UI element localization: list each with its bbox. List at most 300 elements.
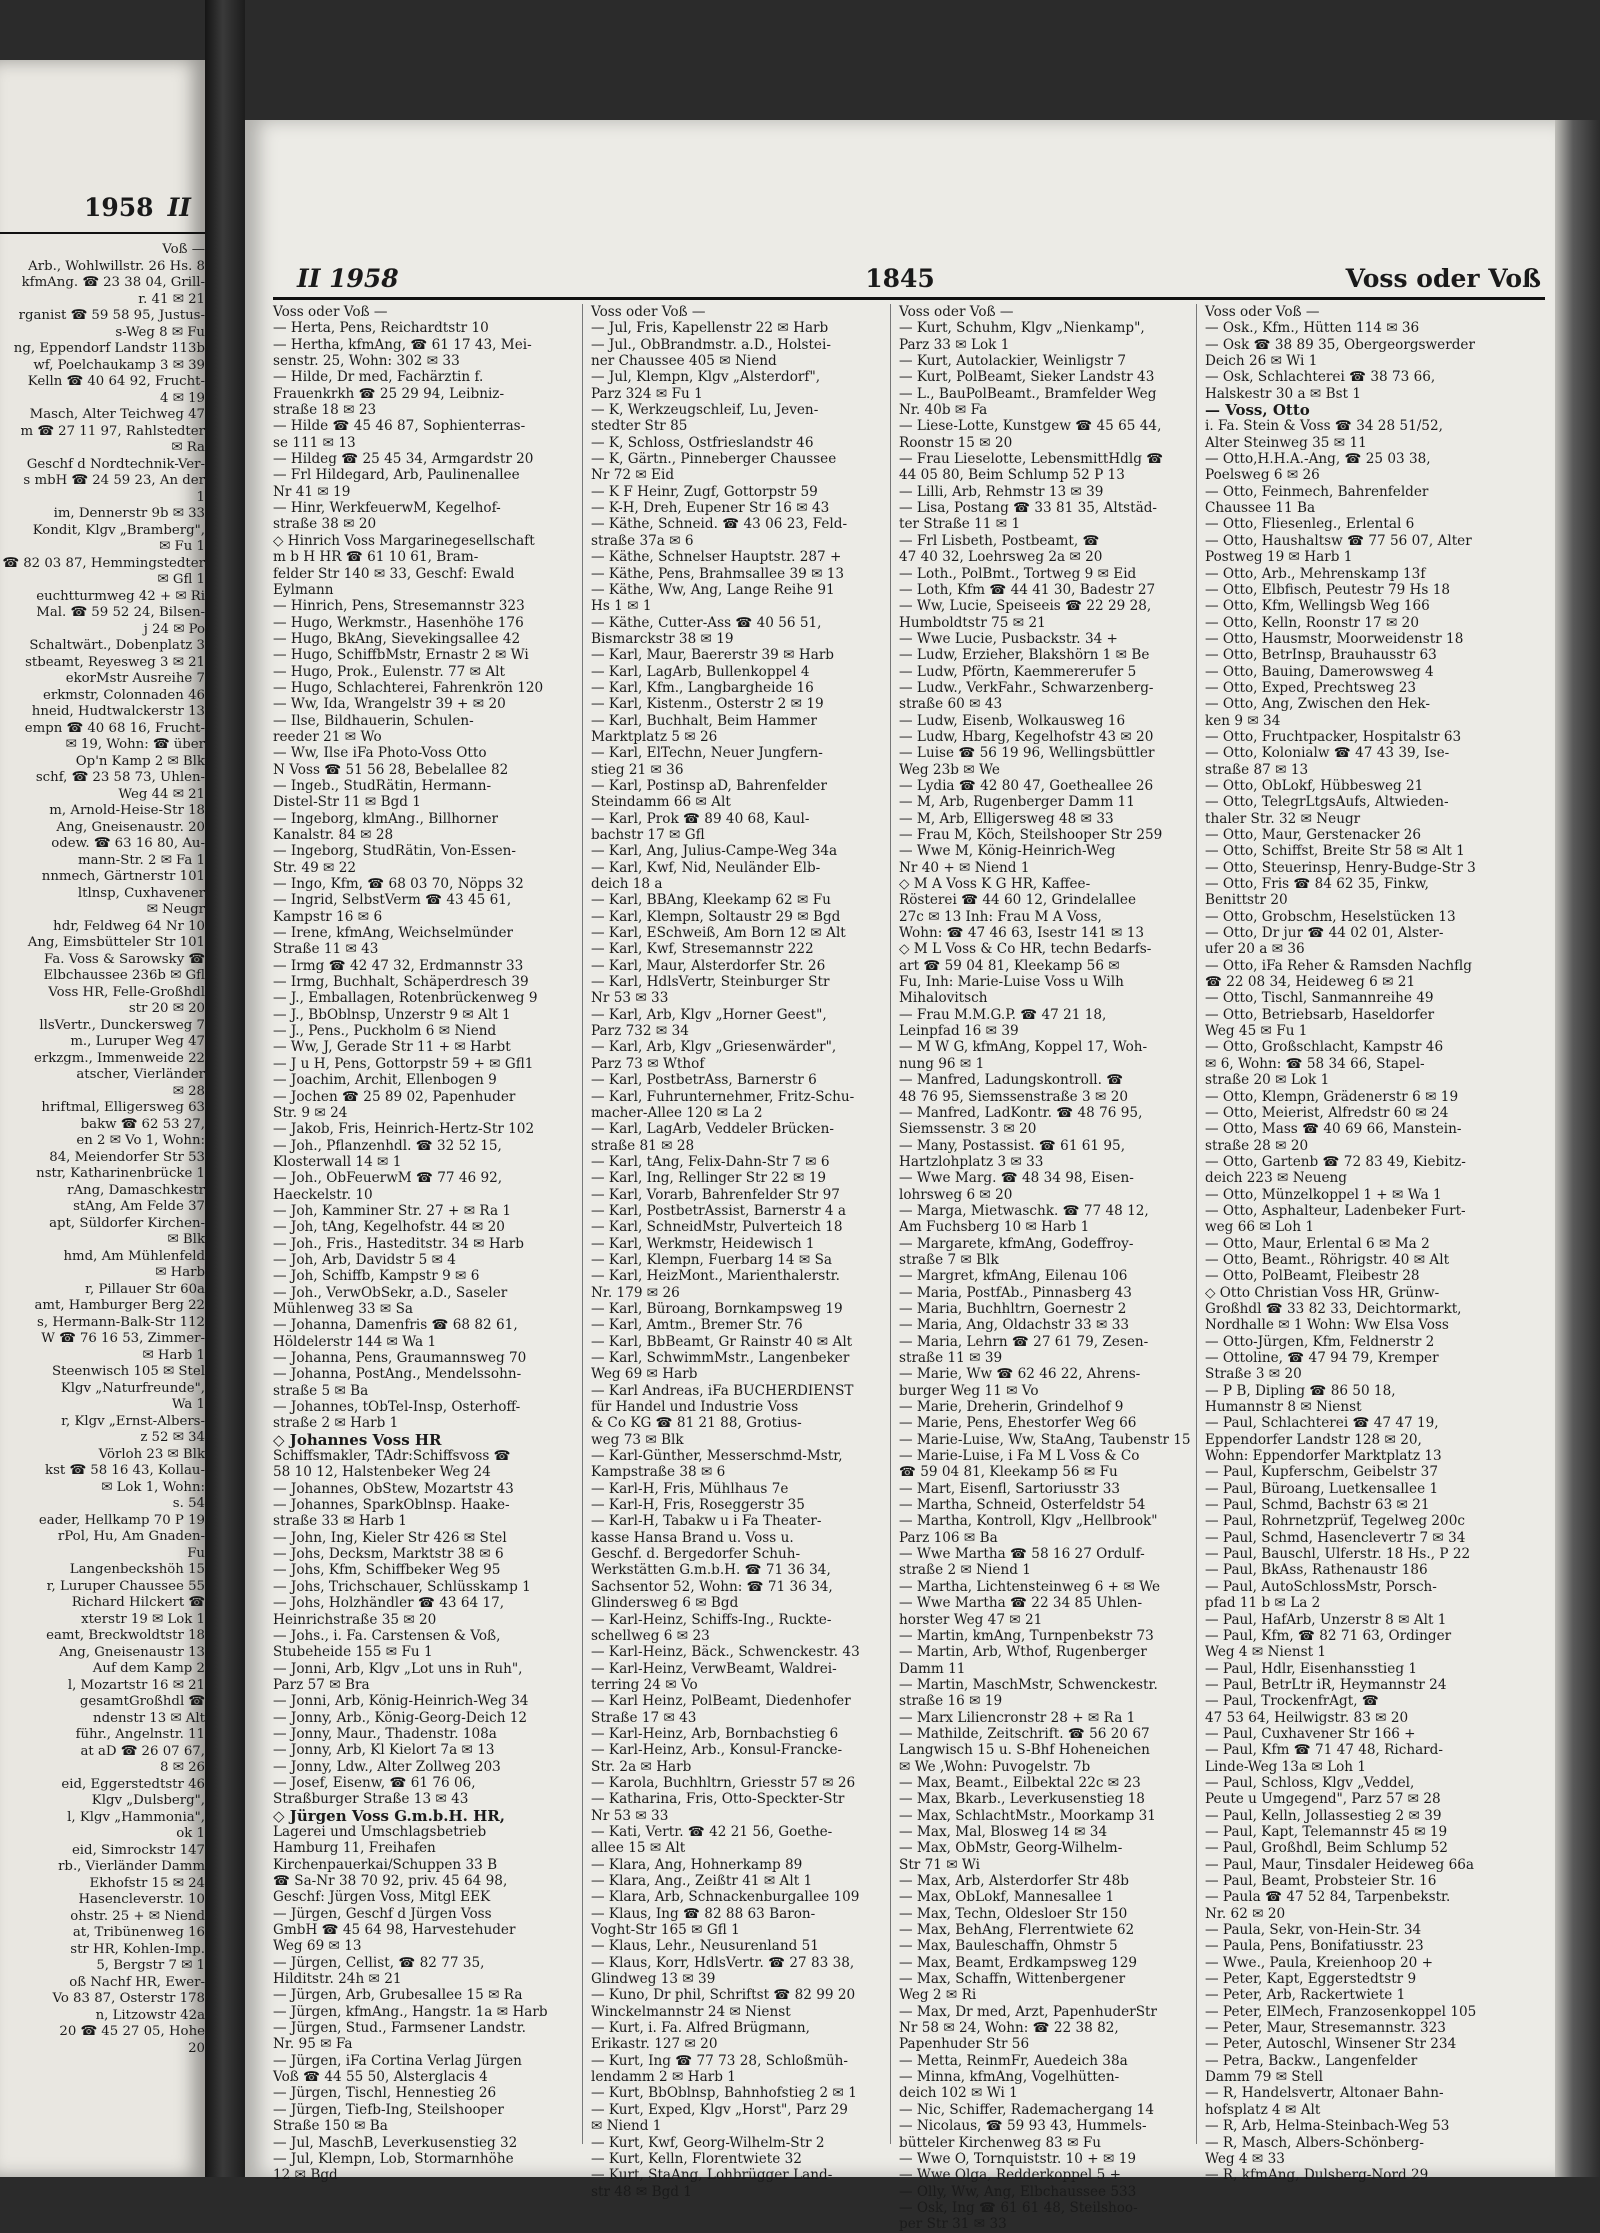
directory-entry-line: Parz 732 ✉ 34 bbox=[591, 1023, 689, 1040]
left-page-line: ✉ 28 bbox=[172, 1083, 205, 1099]
directory-entry-line: — Hildeg ☎ 25 45 34, Armgardstr 20 bbox=[273, 451, 534, 468]
directory-entry-line: — Ww, Lucie, Speiseeis ☎ 22 29 28, bbox=[899, 598, 1152, 615]
directory-entry-line: kasse Hansa Brand u. Voss u. bbox=[591, 1529, 794, 1546]
left-page-line: m ☎ 27 11 97, Rahlstedter bbox=[20, 423, 205, 439]
directory-entry-line: Kampstraße 38 ✉ 6 bbox=[591, 1464, 726, 1481]
left-page-line: 1 bbox=[196, 489, 205, 505]
left-page-line: Fa. Voss & Sarowsky ☎ bbox=[44, 951, 205, 967]
directory-entry-line: ◇ Johannes Voss HR bbox=[273, 1430, 442, 1449]
directory-entry-line: — Karl Andreas, iFa BUCHERDIENST bbox=[591, 1382, 854, 1399]
directory-entry-line: Hilditstr. 24h ✉ 21 bbox=[273, 1971, 402, 1988]
directory-entry-line: — Otto, Fris ☎ 84 62 35, Finkw, bbox=[1205, 876, 1429, 893]
directory-entry-line: — Lilli, Arb, Rehmstr 13 ✉ 39 bbox=[899, 483, 1104, 500]
page-edge-shadow bbox=[1555, 120, 1600, 2177]
directory-entry-line: — Karl, Kwf, Nid, Neuländer Elb- bbox=[591, 859, 821, 876]
directory-entry-line: straße 2 ✉ Harb 1 bbox=[273, 1415, 399, 1432]
left-page-line: nnmech, Gärtnerstr 101 bbox=[41, 869, 205, 884]
directory-entry-line: — Paula, Sekr, von-Hein-Str. 34 bbox=[1205, 1922, 1422, 1939]
directory-entry-line: straße 37a ✉ 6 bbox=[591, 532, 694, 549]
directory-entry-line: Str 71 ✉ Wi bbox=[899, 1856, 981, 1873]
directory-entry-line: — Karl-H, Fris, Mühlhaus 7e bbox=[591, 1480, 789, 1497]
directory-entry-line: — Many, Postassist. ☎ 61 61 95, bbox=[899, 1137, 1126, 1154]
directory-entry-line: Nordhalle ✉ 1 Wohn: Ww Elsa Voss bbox=[1205, 1317, 1449, 1334]
directory-entry-line: — Johs, Kfm, Schiffbeker Weg 95 bbox=[273, 1562, 501, 1579]
directory-entry-line: Straße 11 ✉ 43 bbox=[273, 941, 379, 958]
directory-entry-line: straße 11 ✉ 39 bbox=[899, 1350, 1003, 1366]
directory-entry-line: — Kurt, BbOblnsp, Bahnhofstieg 2 ✉ 1 bbox=[591, 2085, 857, 2102]
directory-entry-line: — Jürgen, Arb, Grubesallee 15 ✉ Ra bbox=[273, 1987, 523, 2004]
directory-entry-line: — Kurt, i. Fa. Alfred Brügmann, bbox=[591, 2020, 810, 2037]
directory-entry-line: Str. 9 ✉ 24 bbox=[273, 1104, 348, 1121]
directory-entry-line: — Karl, BbBeamt, Gr Rainstr 40 ✉ Alt bbox=[591, 1333, 853, 1350]
directory-entry-line: — Ingrid, SelbstVerm ☎ 43 45 61, bbox=[273, 892, 512, 909]
directory-entry-line: burger Weg 11 ✉ Vo bbox=[899, 1382, 1039, 1399]
directory-entry-line: — Hugo, SchiffbMstr, Ernastr 2 ✉ Wi bbox=[273, 647, 529, 664]
directory-entry-line: Kanalstr. 84 ✉ 28 bbox=[273, 827, 394, 843]
directory-entry-line: — Manfred, Ladungskontroll. ☎ bbox=[899, 1072, 1124, 1089]
directory-entry-line: Geschf. d. Bergedorfer Schuh- bbox=[591, 1546, 801, 1563]
left-page-line: eid, Eggerstedtstr 46 bbox=[61, 1776, 205, 1792]
directory-entry-line: Postweg 19 ✉ Harb 1 bbox=[1205, 549, 1353, 566]
directory-entry-line: — John, Ing, Kieler Str 426 ✉ Stel bbox=[273, 1529, 507, 1546]
directory-entry-line: — Otto, Fliesenleg., Erlental 6 bbox=[1205, 516, 1415, 533]
directory-entry-line: — Paul, Schmd, Hasenclevertr 7 ✉ 34 bbox=[1205, 1529, 1466, 1546]
directory-entry-line: m b H HR ☎ 61 10 61, Bram- bbox=[273, 549, 479, 566]
running-head: Voss oder Voß bbox=[1345, 264, 1541, 293]
directory-entry-line: — Marx Liliencronstr 28 + ✉ Ra 1 bbox=[899, 1709, 1136, 1726]
left-page-line: Ekhofstr 15 ✉ 24 bbox=[89, 1875, 205, 1891]
directory-entry-line: — J u H, Pens, Gottorpstr 59 + ✉ Gfl1 bbox=[273, 1055, 534, 1072]
left-page-line: ✉ Fu 1 bbox=[159, 539, 205, 554]
left-page-line: Richard Hilckert ☎ bbox=[71, 1595, 205, 1610]
directory-entry-line: — Otto, Meierist, Alfredstr 60 ✉ 24 bbox=[1205, 1104, 1449, 1121]
left-page-line: wf, Poelchaukamp 3 ✉ 39 bbox=[33, 357, 205, 373]
left-page-line: hriftmal, Elligersweg 63 bbox=[41, 1100, 205, 1115]
directory-entry-line: — Hinr, WerkfeuerwM, Kegelhof- bbox=[273, 500, 501, 517]
directory-entry-line: — Joh., Pflanzenhdl. ☎ 32 52 15, bbox=[273, 1137, 502, 1154]
left-page-line: 84, Meiendorfer Str 53 bbox=[49, 1149, 205, 1165]
directory-entry-line: — J., Emballagen, Rotenbrückenweg 9 bbox=[273, 990, 538, 1007]
directory-entry-line: Hs 1 ✉ 1 bbox=[591, 598, 652, 615]
directory-entry-line: — Klara, Arb, Schnackenburgallee 109 bbox=[591, 1889, 860, 1906]
directory-entry-line: bachstr 17 ✉ Gfl bbox=[591, 827, 705, 843]
directory-entry-line: Weg 69 ✉ 13 bbox=[273, 1938, 362, 1955]
directory-entry-line: Deich 26 ✉ Wi 1 bbox=[1205, 353, 1318, 370]
directory-entry-line: — Otto, Ang, Zwischen den Hek- bbox=[1205, 696, 1430, 713]
directory-entry-line: 47 40 32, Loehrsweg 2a ✉ 20 bbox=[899, 549, 1103, 566]
left-page-line: Langenbeckshöh 15 bbox=[69, 1562, 205, 1577]
directory-entry-line: — Hugo, Prok., Eulenstr. 77 ✉ Alt bbox=[273, 663, 505, 680]
directory-entry-line: — Max, Techn, Oldesloer Str 150 bbox=[899, 1905, 1128, 1922]
left-page-line: Elbchaussee 236b ✉ Gfl bbox=[43, 968, 205, 983]
directory-entry-line: — Karl, Ang, Julius-Campe-Weg 34a bbox=[591, 843, 838, 860]
directory-entry-line: — Peter, ElMech, Franzosenkoppel 105 bbox=[1205, 2003, 1477, 2020]
directory-entry-line: Siemssenstr. 3 ✉ 20 bbox=[899, 1121, 1037, 1138]
directory-entry-line: — Jul, Fris, Kapellenstr 22 ✉ Harb bbox=[591, 320, 829, 337]
directory-entry-line: — Johanna, Pens, Graumannsweg 70 bbox=[273, 1350, 527, 1366]
left-page-line: 20 bbox=[188, 2040, 205, 2056]
directory-entry-line: — Karl, ElTechn, Neuer Jungfern- bbox=[591, 745, 823, 762]
left-page-line: 5, Bergstr 7 ✉ 1 bbox=[96, 1958, 205, 1973]
directory-entry-line: — Karl, Kistenm., Osterstr 2 ✉ 19 bbox=[591, 696, 824, 713]
directory-entry-line: Distel-Str 11 ✉ Bgd 1 bbox=[273, 794, 421, 811]
column-heading: Voss oder Voß — bbox=[1205, 304, 1320, 320]
directory-entry-line: GmbH ☎ 45 64 98, Harvestehuder bbox=[273, 1922, 516, 1939]
directory-entry-line: ◇ Otto Christian Voss HR, Grünw- bbox=[1205, 1284, 1440, 1301]
directory-entry-line: lohrsweg 6 ✉ 20 bbox=[899, 1186, 1013, 1203]
directory-entry-line: Nr. 40b ✉ Fa bbox=[899, 402, 988, 419]
directory-entry-line: ken 9 ✉ 34 bbox=[1205, 712, 1281, 729]
left-page-line: eid, Simrockstr 147 bbox=[71, 1842, 205, 1858]
left-page-line: j 24 ✉ Po bbox=[143, 621, 205, 637]
directory-entry-line: — Paul, Schlachterei ☎ 47 47 19, bbox=[1205, 1415, 1439, 1432]
directory-entry-line: — Martin, kmAng, Turnpenbekstr 73 bbox=[899, 1627, 1154, 1644]
left-page-line: Mal. ☎ 59 52 24, Bilsen- bbox=[36, 605, 205, 620]
directory-entry-line: — Paul, Bauschl, Ulferstr. 18 Hs., P 22 bbox=[1205, 1546, 1471, 1563]
directory-entry-line: Papenhuder Str 56 bbox=[899, 2036, 1030, 2053]
directory-entry-line: Damm 11 bbox=[899, 1660, 966, 1677]
directory-entry-line: — Hilde ☎ 45 46 87, Sophienterras- bbox=[273, 418, 526, 435]
directory-entry-line: — Wwe., Paula, Kreienhoop 20 + bbox=[1205, 1954, 1434, 1971]
directory-entry-line: straße 5 ✉ Ba bbox=[273, 1382, 369, 1399]
directory-entry-line: — Joh, Arb, Davidstr 5 ✉ 4 bbox=[273, 1251, 456, 1268]
directory-entry-line: — Manfred, LadKontr. ☎ 48 76 95, bbox=[899, 1104, 1143, 1121]
directory-entry-line: — Wwe Martha ☎ 58 16 27 Ordulf- bbox=[899, 1546, 1145, 1563]
directory-entry-line: — Jochen ☎ 25 89 02, Papenhuder bbox=[273, 1088, 516, 1105]
directory-entry-line: — Klaus, Lehr., Neusurenland 51 bbox=[591, 1938, 819, 1955]
directory-entry-line: — Margarete, kfmAng, Godeffroy- bbox=[899, 1235, 1134, 1252]
directory-entry-line: — R, Arb, Helma-Steinbach-Weg 53 bbox=[1205, 2118, 1450, 2135]
directory-entry-line: — Karl-H, Tabakw u i Fa Theater- bbox=[591, 1513, 822, 1530]
directory-entry-line: Nr 40 + ✉ Niend 1 bbox=[899, 859, 1030, 876]
directory-entry-line: Sachsentor 52, Wohn: ☎ 71 36 34, bbox=[591, 1578, 833, 1595]
directory-entry-line: — Max, Arb, Alsterdorfer Str 48b bbox=[899, 1873, 1129, 1889]
directory-entry-line: — Paul, Rohrnetzprüf, Tegelweg 200c bbox=[1205, 1513, 1465, 1530]
left-page-line: Weg 44 ✉ 21 bbox=[118, 786, 205, 802]
directory-entry-line: — Otto, Steuerinsp, Henry-Budge-Str 3 bbox=[1205, 859, 1476, 876]
directory-entry-line: — J., BbOblnsp, Unzerstr 9 ✉ Alt 1 bbox=[273, 1006, 511, 1023]
left-page-line: Fu bbox=[187, 1545, 205, 1561]
directory-entry-line: per Str 31 ✉ 33 bbox=[899, 2216, 1007, 2233]
directory-entry-line: Nr. 95 ✉ Fa bbox=[273, 2036, 353, 2053]
directory-entry-line: Straße 3 ✉ 20 bbox=[1205, 1366, 1302, 1383]
directory-entry-line: art ☎ 59 04 81, Kleekamp 56 ✉ bbox=[899, 957, 1120, 974]
directory-entry-line: ☎ 22 08 34, Heideweg 6 ✉ 21 bbox=[1205, 974, 1416, 991]
directory-entry-line: Eylmann bbox=[273, 581, 334, 598]
directory-entry-line: — Karl, Postinsp aD, Bahrenfelder bbox=[591, 777, 827, 794]
directory-entry-line: stedter Str 85 bbox=[591, 418, 688, 435]
directory-entry-line: Peute u Umgegend", Parz 57 ✉ 28 bbox=[1205, 1791, 1441, 1808]
left-page-line: l, Klgv „Hammonia", bbox=[67, 1809, 205, 1825]
directory-entry-line: — Martin, MaschMstr, Schwenckestr. bbox=[899, 1676, 1158, 1693]
directory-entry-line: Voght-Str 165 ✉ Gfl 1 bbox=[591, 1922, 740, 1939]
directory-entry-line: — Paul, Kapt, Telemannstr 45 ✉ 19 bbox=[1205, 1823, 1448, 1840]
directory-entry-line: — Frau Lieselotte, LebensmittHdlg ☎ bbox=[899, 451, 1164, 468]
directory-entry-line: — Otto, Betriebsarb, Haseldorfer bbox=[1205, 1006, 1435, 1023]
directory-entry-line: Weg 4 ✉ 33 bbox=[1205, 2150, 1285, 2167]
directory-entry-line: — Otto, BetrInsp, Brauhausstr 63 bbox=[1205, 647, 1437, 664]
directory-entry-line: — Maria, PostfAb., Pinnasberg 43 bbox=[899, 1284, 1132, 1301]
directory-entry-line: — Hilde, Dr med, Fachärztin f. bbox=[273, 369, 484, 386]
directory-entry-line: — Joachim, Archit, Ellenbogen 9 bbox=[273, 1072, 497, 1089]
directory-entry-line: — Karl, Arb, Klgv „Horner Geest", bbox=[591, 1006, 827, 1023]
directory-entry-line: — Karl, BBAng, Kleekamp 62 ✉ Fu bbox=[591, 892, 831, 909]
directory-entry-line: Nr. 179 ✉ 26 bbox=[591, 1284, 680, 1301]
directory-entry-line: — Otto, Feinmech, Bahrenfelder bbox=[1205, 483, 1429, 500]
left-page-line: stbeamt, Reyesweg 3 ✉ 21 bbox=[25, 654, 205, 670]
left-page-line: r. 41 ✉ 21 bbox=[138, 291, 205, 307]
left-page-line: hmd, Am Mühlenfeld bbox=[63, 1248, 205, 1264]
directory-entry-line: Nr 58 ✉ 24, Wohn: ☎ 22 38 82, bbox=[899, 2020, 1119, 2037]
directory-entry-line: ◇ M A Voss K G HR, Kaffee- bbox=[899, 876, 1091, 893]
directory-entry-line: — Nicolaus, ☎ 59 93 43, Hummels- bbox=[899, 2118, 1147, 2135]
left-page-line: z 52 ✉ 34 bbox=[140, 1430, 205, 1445]
directory-entry-line: — Paul, Kupferschm, Geibelstr 37 bbox=[1205, 1464, 1438, 1481]
directory-entry-line: — Klaus, Korr, HdlsVertr. ☎ 27 83 38, bbox=[591, 1954, 855, 1971]
directory-entry-line: — Paul, TrockenfrAgt, ☎ bbox=[1205, 1693, 1379, 1710]
left-page-line: Hasencleverstr. 10 bbox=[78, 1892, 205, 1907]
directory-entry-line: — Ingeborg, klmAng., Billhorner bbox=[273, 810, 498, 827]
directory-entry-line: — Otto, Fruchtpacker, Hospitalstr 63 bbox=[1205, 728, 1462, 745]
directory-entry-line: — Jürgen, Cellist, ☎ 82 77 35, bbox=[273, 1954, 485, 1971]
book-gutter bbox=[205, 0, 245, 2177]
directory-entry-line: — Otto, iFa Reher & Ramsden Nachflg bbox=[1205, 957, 1472, 974]
left-page-line: ✉ 19, Wohn: ☎ über bbox=[65, 737, 205, 752]
directory-entry-line: — Ludw, Hbarg, Kegelhofstr 43 ✉ 20 bbox=[899, 728, 1154, 745]
directory-entry-line: — Loth, Kfm ☎ 44 41 30, Badestr 27 bbox=[899, 581, 1156, 598]
directory-entry-line: — Frau M, Köch, Steilshooper Str 259 bbox=[899, 827, 1163, 843]
directory-entry-line: ✉ We ,Wohn: Puvogelstr. 7b bbox=[899, 1758, 1091, 1775]
left-page-line: hneid, Hudtwalckerstr 13 bbox=[31, 704, 205, 719]
directory-entry-line: — Luise ☎ 56 19 96, Wellingsbüttler bbox=[899, 745, 1155, 762]
directory-entry-line: Benittstr 20 bbox=[1205, 892, 1288, 909]
directory-entry-line: ✉ Niend 1 bbox=[591, 2118, 662, 2135]
directory-entry-line: deich 223 ✉ Neueng bbox=[1205, 1170, 1347, 1187]
directory-entry-line: straße 28 ✉ 20 bbox=[1205, 1137, 1309, 1154]
directory-entry-line: — Johs, Trichschauer, Schlüsskamp 1 bbox=[273, 1578, 531, 1595]
directory-entry-line: Erikastr. 127 ✉ 20 bbox=[591, 2036, 718, 2053]
entry-column-4 bbox=[1205, 304, 1505, 2184]
directory-entry-line: — M, Arb, Rugenberger Damm 11 bbox=[899, 794, 1135, 811]
left-page-line: ✉ Blk bbox=[167, 1232, 205, 1247]
directory-entry-line: — Jürgen, Tiefb-Ing, Steilshooper bbox=[273, 2101, 504, 2118]
directory-entry-line: — Otto, PolBeamt, Fleibestr 28 bbox=[1205, 1268, 1420, 1285]
directory-entry-line: Steindamm 66 ✉ Alt bbox=[591, 794, 731, 811]
left-page-line: r, Pillauer Str 60a bbox=[85, 1281, 205, 1297]
left-page-line: schf, ☎ 23 58 73, Uhlen- bbox=[35, 770, 205, 785]
directory-entry-line: — Osk, Ing ☎ 61 61 48, Steilshoo- bbox=[899, 2199, 1138, 2216]
directory-entry-line: — Karl-Heinz, Arb., Konsul-Francke- bbox=[591, 1742, 843, 1759]
left-page-line: Geschf d Nordtechnik-Ver- bbox=[26, 456, 205, 472]
directory-entry-line: — Käthe, Schneid. ☎ 43 06 23, Feld- bbox=[591, 516, 848, 533]
directory-entry-line: — Peter, Maur, Stresemannstr. 323 bbox=[1205, 2020, 1446, 2037]
directory-entry-line: Nr 53 ✉ 33 bbox=[591, 1807, 669, 1824]
page-number: 1845 bbox=[865, 264, 935, 293]
left-page-line: Masch, Alter Teichweg 47 bbox=[29, 407, 205, 422]
directory-entry-line: Am Fuchsberg 10 ✉ Harb 1 bbox=[899, 1219, 1090, 1236]
directory-entry-line: Großhdl ☎ 33 82 33, Deichtormarkt, bbox=[1205, 1300, 1462, 1317]
directory-entry-line: — Johs., i. Fa. Carstensen & Voß, bbox=[273, 1627, 501, 1644]
directory-entry-line: — Karl-Heinz, Schiffs-Ing., Ruckte- bbox=[591, 1611, 832, 1628]
entry-column-1 bbox=[273, 304, 573, 2184]
left-page-line: ltlnsp, Cuxhavener bbox=[77, 885, 205, 901]
left-page-line: ✉ Ra bbox=[171, 440, 205, 455]
directory-entry-line: — Martha, Kontroll, Klgv „Hellbrook" bbox=[899, 1513, 1158, 1530]
left-page-line: str 20 ✉ 20 bbox=[128, 1001, 205, 1016]
directory-entry-line: — Karl, PostbetrAssist, Barnerstr 4 a bbox=[591, 1202, 847, 1219]
directory-entry-line: i. Fa. Stein & Voss ☎ 34 28 51/52, bbox=[1205, 418, 1443, 435]
directory-entry-line: & Co KG ☎ 81 21 88, Grotius- bbox=[591, 1415, 802, 1432]
directory-entry-line: — Max, BehAng, Flerrentwiete 62 bbox=[899, 1922, 1135, 1939]
directory-entry-line: — Karl, SchneidMstr, Pulverteich 18 bbox=[591, 1219, 843, 1236]
directory-entry-line: — Otto, Dr jur ☎ 44 02 01, Alster- bbox=[1205, 925, 1444, 942]
directory-entry-line: — Karl Heinz, PolBeamt, Diedenhofer bbox=[591, 1693, 851, 1710]
directory-entry-line: — Otto, Beamt., Röhrigstr. 40 ✉ Alt bbox=[1205, 1251, 1450, 1268]
directory-entry-line: — Hugo, Werkmstr., Hasenhöhe 176 bbox=[273, 614, 524, 631]
left-page-line: Arb., Wohlwillstr. 26 Hs. 8 bbox=[28, 258, 205, 274]
left-page-line: en 2 ✉ Vo 1, Wohn: bbox=[76, 1133, 205, 1148]
directory-entry-line: — Otto,H.H.A.-Ang, ☎ 25 03 38, bbox=[1205, 451, 1431, 468]
left-page-line: odew. ☎ 63 16 80, Au- bbox=[51, 836, 205, 851]
directory-entry-line: straße 20 ✉ Lok 1 bbox=[1205, 1072, 1330, 1089]
directory-entry-line: Hartzlohplatz 3 ✉ 33 bbox=[899, 1153, 1044, 1170]
left-page-line: Op'n Kamp 2 ✉ Blk bbox=[75, 753, 205, 769]
directory-entry-line: — Marie, Dreherin, Grindelhof 9 bbox=[899, 1399, 1124, 1416]
directory-entry-line: Roonstr 15 ✉ 20 bbox=[899, 434, 1013, 451]
directory-entry-line: Eppendorfer Landstr 128 ✉ 20, bbox=[1205, 1431, 1422, 1448]
left-page-line: Klgv „Naturfreunde", bbox=[60, 1380, 205, 1396]
column-heading: Voss oder Voß — bbox=[899, 304, 1014, 320]
left-page-fragment bbox=[0, 60, 205, 2177]
directory-entry-line: — Max, ObMstr, Georg-Wilhelm- bbox=[899, 1840, 1123, 1857]
left-page-line: rPol, Hu, Am Gnaden- bbox=[57, 1529, 205, 1544]
directory-entry-line: Voß ☎ 44 55 50, Alsterglacis 4 bbox=[273, 2069, 488, 2086]
directory-entry-line: Lagerei und Umschlagsbetrieb bbox=[273, 1823, 487, 1840]
left-page-line: ndenstr 13 ✉ Alt bbox=[93, 1710, 205, 1726]
directory-entry-line: — Karl, Klempn, Soltaustr 29 ✉ Bgd bbox=[591, 908, 841, 925]
directory-entry-line: terring 24 ✉ Vo bbox=[591, 1676, 698, 1693]
directory-entry-line: — M, Arb, Elligersweg 48 ✉ 33 bbox=[899, 810, 1114, 827]
directory-entry-line: — Ludw, Pförtn, Kaemmererufer 5 bbox=[899, 663, 1137, 680]
left-page-header bbox=[84, 193, 204, 222]
directory-entry-line: Kampstr 16 ✉ 6 bbox=[273, 908, 383, 925]
directory-entry-line: reeder 21 ✉ Wo bbox=[273, 728, 382, 745]
directory-entry-line: lendamm 2 ✉ Harb 1 bbox=[591, 2069, 736, 2086]
directory-entry-line: — J., Pens., Puckholm 6 ✉ Niend bbox=[273, 1023, 497, 1040]
directory-entry-line: — Irene, kfmAng, Weichselmünder bbox=[273, 925, 513, 942]
left-page-line: rganist ☎ 59 58 95, Justus- bbox=[18, 308, 205, 323]
left-page-line: at, Tribünenweg 16 bbox=[72, 1925, 205, 1940]
directory-entry-line: — Ww, Ilse iFa Photo-Voss Otto bbox=[273, 745, 487, 762]
directory-entry-line: — Otto, ObLokf, Hübbesweg 21 bbox=[1205, 777, 1424, 794]
directory-entry-line: — Maria, Ang, Oldachstr 33 ✉ 33 bbox=[899, 1317, 1129, 1334]
directory-entry-line: macher-Allee 120 ✉ La 2 bbox=[591, 1104, 763, 1121]
left-page-line: Kelln ☎ 40 64 92, Frucht- bbox=[27, 374, 205, 389]
directory-entry-line: weg 73 ✉ Blk bbox=[591, 1431, 684, 1448]
directory-entry-line: — Liese-Lotte, Kunstgew ☎ 45 65 44, bbox=[899, 418, 1162, 435]
left-page-line: ohstr. 25 + ✉ Niend bbox=[70, 1908, 205, 1924]
directory-entry-line: — Karl, Fuhrunternehmer, Fritz-Schu- bbox=[591, 1088, 855, 1105]
directory-entry-line: Humannstr 8 ✉ Nienst bbox=[1205, 1399, 1362, 1416]
directory-entry-line: schellweg 6 ✉ 23 bbox=[591, 1627, 710, 1644]
directory-entry-line: Winckelmannstr 24 ✉ Nienst bbox=[591, 2003, 791, 2020]
directory-entry-line: straße 38 ✉ 20 bbox=[273, 516, 377, 533]
directory-entry-line: ner Chaussee 405 ✉ Niend bbox=[591, 353, 777, 370]
directory-entry-line: — Paul, Cuxhavener Str 166 + bbox=[1205, 1725, 1416, 1742]
directory-entry-line: — Paul, HafArb, Unzerstr 8 ✉ Alt 1 bbox=[1205, 1611, 1447, 1628]
directory-entry-line: — Kurt, Autolackier, Weinligstr 7 bbox=[899, 353, 1127, 370]
directory-entry-line: — Max, Bkarb., Leverkusenstieg 18 bbox=[899, 1791, 1145, 1808]
directory-entry-line: — Klaus, Ing ☎ 82 88 63 Baron- bbox=[591, 1905, 816, 1922]
directory-entry-line: Damm 79 ✉ Stell bbox=[1205, 2069, 1323, 2086]
directory-entry-line: — Karl, Ing, Rellinger Str 22 ✉ 19 bbox=[591, 1170, 826, 1187]
directory-entry-line: Weg 23b ✉ We bbox=[899, 761, 1000, 778]
directory-entry-line: pfad 11 b ✉ La 2 bbox=[1205, 1595, 1321, 1612]
directory-entry-line: — Karl, SchwimmMstr., Langenbeker bbox=[591, 1350, 850, 1366]
left-page-line: im, Dennerstr 9b ✉ 33 bbox=[53, 506, 205, 521]
directory-entry-line: — Hinrich, Pens, Stresemannstr 323 bbox=[273, 598, 525, 615]
directory-entry-line: — R, Handelsvertr, Altonaer Bahn- bbox=[1205, 2085, 1444, 2102]
directory-entry-line: Straße 17 ✉ 43 bbox=[591, 1709, 697, 1726]
directory-entry-line: 58 10 12, Halstenbeker Weg 24 bbox=[273, 1464, 491, 1481]
directory-entry-line: — Frau M.M.G.P. ☎ 47 21 18, bbox=[899, 1006, 1107, 1023]
directory-entry-line: — Karl, Maur, Alsterdorfer Str. 26 bbox=[591, 957, 826, 974]
left-page-line: W ☎ 76 16 53, Zimmer- bbox=[41, 1331, 205, 1346]
left-page-line: Vörloh 23 ✉ Blk bbox=[98, 1446, 205, 1462]
directory-entry-line: — Hertha, kfmAng, ☎ 61 17 43, Mei- bbox=[273, 336, 532, 353]
directory-entry-line: ☎ 59 04 81, Kleekamp 56 ✉ Fu bbox=[899, 1464, 1118, 1481]
left-page-line: Ang, Eimsbütteler Str 101 bbox=[27, 935, 205, 950]
directory-entry-line: N Voss ☎ 51 56 28, Bebelallee 82 bbox=[273, 761, 509, 778]
directory-entry-line: — Kurt, Kwf, Georg-Wilhelm-Str 2 bbox=[591, 2134, 825, 2151]
directory-entry-line: — Jonni, Arb, Klgv „Lot uns in Ruh", bbox=[273, 1660, 523, 1677]
directory-entry-line: — Karl-Heinz, VerwBeamt, Waldrei- bbox=[591, 1660, 837, 1677]
directory-entry-line: — Max, SchlachtMstr., Moorkamp 31 bbox=[899, 1807, 1156, 1824]
directory-entry-line: Straßburger Straße 13 ✉ 43 bbox=[273, 1791, 469, 1808]
column-heading: Voss oder Voß — bbox=[273, 304, 388, 320]
directory-entry-line: — Otto, Arb., Mehrenskamp 13f bbox=[1205, 565, 1426, 582]
directory-entry-line: — Karl, PostbetrAss, Barnerstr 6 bbox=[591, 1072, 817, 1089]
directory-entry-line: — Otto, Hausmstr, Moorweidenstr 18 bbox=[1205, 630, 1464, 647]
directory-entry-line: — Karl, LagArb, Bullenkoppel 4 bbox=[591, 663, 810, 680]
directory-entry-line: straße 60 ✉ 43 bbox=[899, 696, 1003, 713]
left-page-line: str HR, Kohlen-Imp. bbox=[70, 1941, 205, 1957]
directory-entry-line: 44 05 80, Beim Schlump 52 P 13 bbox=[899, 467, 1125, 484]
directory-page-1845 bbox=[245, 120, 1555, 2233]
left-page-line: 8 ✉ 26 bbox=[160, 1760, 205, 1775]
directory-entry-line: — P B, Dipling ☎ 86 50 18, bbox=[1205, 1382, 1396, 1399]
directory-entry-line: — Max, Beamt., Eilbektal 22c ✉ 23 bbox=[899, 1774, 1141, 1791]
directory-entry-line: Halskestr 30 a ✉ Bst 1 bbox=[1205, 385, 1361, 402]
directory-entry-line: — Wwe M, König-Heinrich-Weg bbox=[899, 843, 1116, 860]
directory-entry-line: — Hugo, BkAng, Sievekingsallee 42 bbox=[273, 630, 521, 647]
directory-entry-line: — Paul, Büroang, Luetkensallee 1 bbox=[1205, 1480, 1439, 1497]
directory-entry-line: straße 7 ✉ Blk bbox=[899, 1251, 999, 1268]
directory-entry-line: deich 18 a bbox=[591, 876, 663, 893]
directory-entry-line: — Karl, HdlsVertr, Steinburger Str bbox=[591, 974, 830, 991]
directory-entry-line: — Käthe, Pens, Brahmsallee 39 ✉ 13 bbox=[591, 565, 845, 582]
directory-entry-line: — Metta, ReinmFr, Auedeich 38a bbox=[899, 2052, 1128, 2069]
directory-entry-line: — Max, Beamt, Erdkampsweg 129 bbox=[899, 1954, 1138, 1971]
directory-entry-line: — Jonny, Arb, Kl Kielort 7a ✉ 13 bbox=[273, 1742, 495, 1759]
directory-entry-line: Schiffsmakler, TAdr:Schiffsvoss ☎ bbox=[273, 1448, 511, 1465]
directory-entry-line: ◇ Hinrich Voss Margarinegesellschaft bbox=[273, 532, 535, 549]
left-page-line: mann-Str. 2 ✉ Fa 1 bbox=[78, 852, 205, 868]
left-page-line: kfmAng. ☎ 23 38 04, Grill- bbox=[21, 275, 205, 290]
directory-entry-line: straße 81 ✉ 28 bbox=[591, 1137, 695, 1154]
directory-entry-line: — Paul, Schloss, Klgv „Veddel, bbox=[1205, 1774, 1415, 1791]
left-page-line: ✉ Harb 1 bbox=[142, 1347, 205, 1363]
